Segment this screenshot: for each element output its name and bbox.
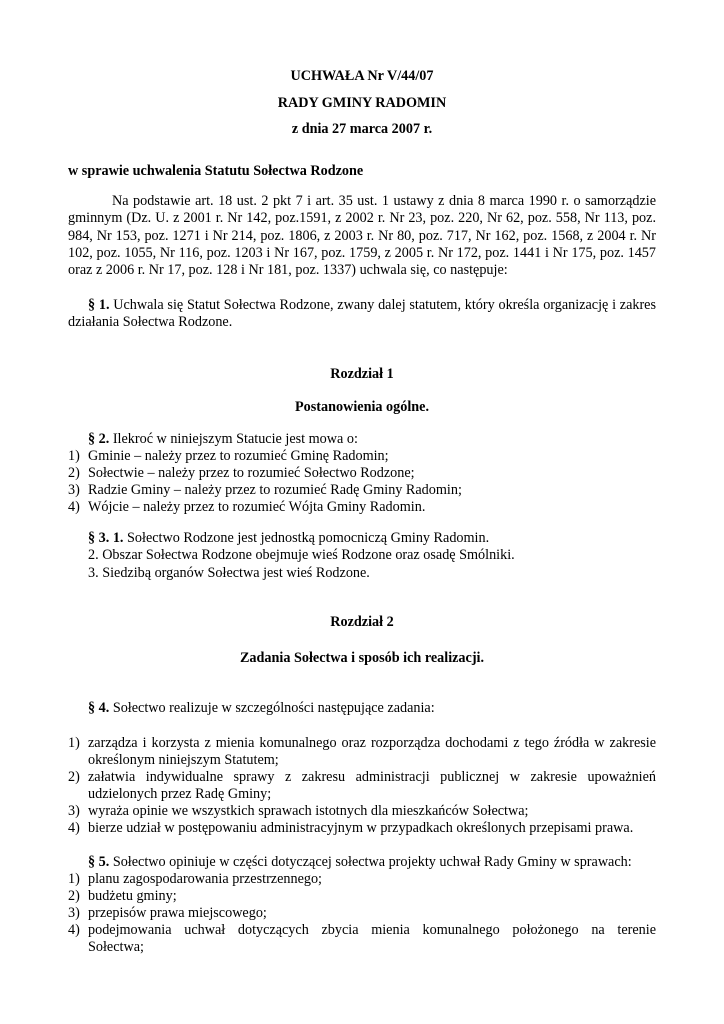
section-5-intro	[88, 854, 632, 871]
list-item-text: zarządza i korzysta z mienia komunalnego oraz rozporządza dochodami z tego źródła w zakresie	[88, 735, 656, 751]
list-item	[68, 905, 267, 922]
list-item	[68, 499, 425, 516]
list-item-number: 2)	[68, 465, 80, 481]
list-item	[68, 803, 528, 820]
section-5-intro-text: Sołectwo opiniuje w części dotyczącej sołectwa projekty uchwał Rady Gminy w sprawach:	[109, 854, 632, 870]
list-item-text: podejmowania uchwał dotyczących zbycia mienia komunalnego położonego na terenie	[88, 922, 656, 938]
chapter-1-title: Rozdział 1	[330, 366, 394, 382]
chapter-1-subtitle: Postanowienia ogólne.	[295, 399, 429, 415]
section-2-intro	[88, 431, 358, 448]
list-item-text: Gminie – należy przez to rozumieć Gminę Radomin;	[88, 448, 389, 464]
list-item-text: Sołectwie – należy przez to rozumieć Sołectwo Rodzone;	[88, 465, 415, 481]
list-item-number: 4)	[68, 820, 80, 836]
section-3-p1	[88, 530, 489, 547]
section-2-mark: § 2.	[88, 431, 110, 447]
list-item-number: 1)	[68, 871, 80, 887]
list-item	[68, 482, 462, 499]
list-item-continuation: Sołectwa;	[88, 939, 144, 955]
list-item-number: 4)	[68, 499, 80, 515]
list-item	[68, 769, 88, 786]
section-3-p3: 3. Siedzibą organów Sołectwa jest wieś Rodzone.	[88, 565, 370, 581]
section-1-mark: § 1.	[88, 297, 110, 313]
list-item-text: bierze udział w postępowaniu administracyjnym w przypadkach określonych przepisami prawa.	[88, 820, 634, 836]
issuing-body: RADY GMINY RADOMIN	[277, 95, 447, 111]
section-1	[68, 297, 656, 332]
list-item-text: Radzie Gminy – należy przez to rozumieć Radę Gminy Radomin;	[88, 482, 462, 498]
list-item	[68, 820, 633, 837]
section-4-mark: § 4.	[88, 700, 110, 716]
list-item-text: Wójcie – należy przez to rozumieć Wójta Gminy Radomin.	[88, 499, 426, 515]
section-3-p1-text: Sołectwo Rodzone jest jednostką pomocniczą Gminy Radomin.	[123, 530, 490, 546]
list-item-number: 1)	[68, 735, 80, 751]
section-1-text: Uchwala się Statut Sołectwa Rodzone, zwany dalej statutem, który określa organizację i zakres działania Sołectwa Rodzone.	[68, 297, 656, 331]
chapter-2-title: Rozdział 2	[330, 614, 394, 630]
list-item-number: 2)	[68, 769, 80, 785]
section-2-intro-text: Ilekroć w niniejszym Statucie jest mowa o:	[109, 431, 358, 447]
preamble: Na podstawie art. 18 ust. 2 pkt 7 i art. 35 ust. 1 ustawy z dnia 8 marca 1990 r. o samorządzie gminnym (Dz. U. z 2001 r. Nr 142, poz.1591, z 2002 r. Nr 23, poz. 220, Nr 62, poz. 558, Nr 113, poz. 984, Nr 153, poz. 1271 i Nr 214, poz. 1806, z 2003 r. Nr 80, poz. 717, Nr 162, poz. 1568, z 2004 r. Nr 102, poz. 1055, Nr 116, poz. 1203 i Nr 167, poz. 1759, z 2005 r. Nr 172, poz. 1441 i Nr 175, poz. 1457 oraz z 2006 r. Nr 17, poz. 128 i Nr 181, poz. 1337) uchwala się, co następuje:	[68, 193, 656, 279]
section-3-mark: § 3. 1.	[88, 530, 124, 546]
list-item	[68, 448, 389, 465]
list-item-text: załatwia indywidualne sprawy z zakresu administracji publicznej w zakresie upoważnień	[88, 769, 656, 785]
list-item	[68, 871, 322, 888]
list-item-number: 2)	[68, 888, 80, 904]
section-3-p2: 2. Obszar Sołectwa Rodzone obejmuje wieś Rodzone oraz osadę Smólniki.	[88, 547, 515, 563]
list-item	[68, 888, 177, 905]
chapter-2-subtitle: Zadania Sołectwa i sposób ich realizacji.	[239, 650, 485, 666]
section-4-intro-text: Sołectwo realizuje w szczególności następujące zadania:	[109, 700, 435, 716]
list-item	[68, 735, 88, 752]
list-item-text: przepisów prawa miejscowego;	[88, 905, 267, 921]
list-item	[68, 922, 88, 939]
list-item-number: 1)	[68, 448, 80, 464]
resolution-subject: w sprawie uchwalenia Statutu Sołectwa Rodzone	[68, 163, 364, 179]
list-item-text: wyraża opinie we wszystkich sprawach istotnych dla mieszkańców Sołectwa;	[88, 803, 529, 819]
list-item-text: budżetu gminy;	[88, 888, 177, 904]
resolution-number: UCHWAŁA Nr V/44/07	[290, 68, 434, 84]
list-item-number: 3)	[68, 482, 80, 498]
list-item-number: 3)	[68, 905, 80, 921]
list-item-number: 3)	[68, 803, 80, 819]
list-item-continuation: udzielonych przez Radę Gminy;	[88, 786, 272, 802]
resolution-date: z dnia 27 marca 2007 r.	[291, 121, 433, 137]
section-5-mark: § 5.	[88, 854, 110, 870]
list-item-text: planu zagospodarowania przestrzennego;	[88, 871, 322, 887]
list-item-number: 4)	[68, 922, 80, 938]
list-item	[68, 465, 415, 482]
list-item-continuation: określonym niniejszym Statutem;	[88, 752, 279, 768]
section-4-intro	[88, 700, 435, 717]
